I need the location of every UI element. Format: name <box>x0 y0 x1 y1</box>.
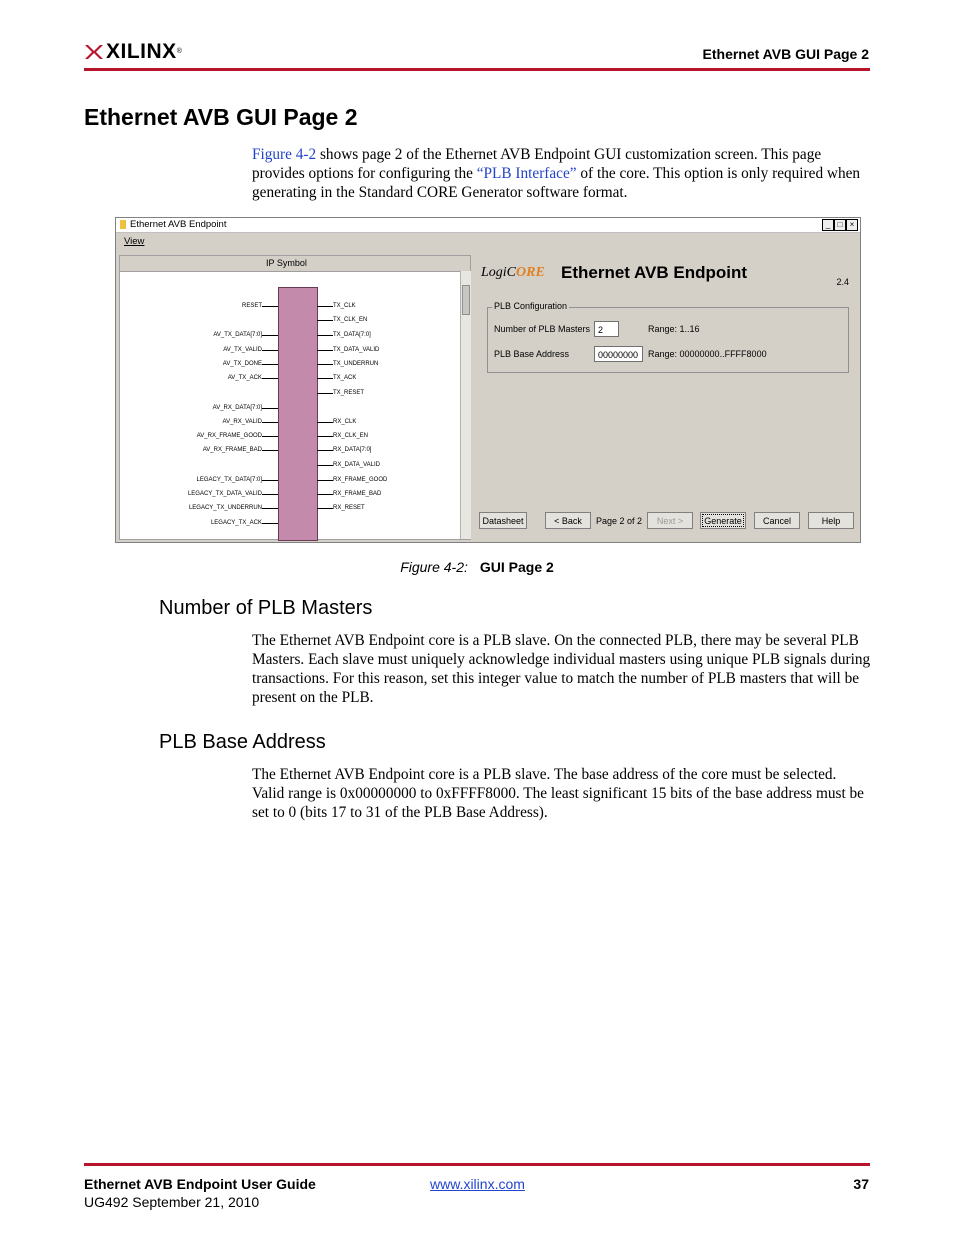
right-port-label: RX_DATA[7:0] <box>333 447 372 453</box>
figure-caption <box>0 559 954 575</box>
right-port-wire <box>317 450 333 451</box>
window-titlebar <box>116 218 860 233</box>
left-port-label: LEGACY_TX_UNDERRUN <box>188 505 262 511</box>
logicore-b: ORE <box>516 265 545 280</box>
window-icon <box>120 220 126 229</box>
window-title: Ethernet AVB Endpoint <box>130 219 227 230</box>
xilinx-logo <box>84 40 184 64</box>
ip-symbol-title: IP Symbol <box>266 258 307 268</box>
right-port-label: TX_CLK <box>333 303 356 309</box>
base-address-range: Range: 00000000..FFFF8000 <box>648 349 767 359</box>
left-port-label: AV_RX_DATA[7:0] <box>212 405 262 411</box>
help-button[interactable]: Help <box>808 512 854 529</box>
right-port-wire <box>317 350 333 351</box>
left-port-wire <box>262 350 278 351</box>
close-icon[interactable]: × <box>846 219 858 231</box>
left-port-label: RESET <box>241 303 262 309</box>
right-port-wire <box>317 320 333 321</box>
section-body-base-address: The Ethernet AVB Endpoint core is a PLB slave. The base address of the core must be selected. Valid range is 0x00000000 to 0xFFFF8000. The least significant 15 bits of the base address must be set to 0 (bits 17 to 31 of the PLB Base Address). <box>252 766 864 821</box>
left-port-wire <box>262 436 278 437</box>
symbol-scrollbar[interactable] <box>460 271 471 539</box>
ip-symbol-panel <box>119 255 471 540</box>
section-title-base-address: PLB Base Address <box>159 731 326 753</box>
menu-view[interactable]: View <box>124 236 145 247</box>
intro-paragraph <box>252 145 872 202</box>
header-rule <box>84 68 870 71</box>
figure-link[interactable]: Figure 4-2 <box>252 146 317 163</box>
intro-text-2: of the core. This option is only required when generating in the Standard CORE Generator software format. <box>252 165 861 201</box>
left-port-label: LEGACY_TX_DATA[7:0] <box>196 477 262 483</box>
logicore-a: LogiC <box>481 265 517 280</box>
caption-title: GUI Page 2 <box>479 559 554 575</box>
right-port-wire <box>317 508 333 509</box>
right-port-label: RX_DATA_VALID <box>333 462 381 468</box>
next-button[interactable]: Next > <box>647 512 693 529</box>
ip-symbol-header <box>120 256 470 272</box>
back-button[interactable]: < Back <box>545 512 591 529</box>
cancel-button[interactable]: Cancel <box>754 512 800 529</box>
footer-guide-title: Ethernet AVB Endpoint User Guide <box>84 1176 316 1192</box>
base-address-label: PLB Base Address <box>494 349 570 359</box>
logicore-logo <box>481 265 545 281</box>
left-port-wire <box>262 508 278 509</box>
left-port-wire <box>262 408 278 409</box>
left-port-label: LEGACY_TX_ACK <box>210 520 262 526</box>
right-port-wire <box>317 436 333 437</box>
left-port-wire <box>262 480 278 481</box>
right-port-wire <box>317 393 333 394</box>
left-port-label: AV_RX_FRAME_GOOD <box>196 433 262 439</box>
footer-rule <box>84 1163 870 1166</box>
page-heading: Ethernet AVB GUI Page 2 <box>84 104 358 130</box>
left-port-label: AV_TX_DATA[7:0] <box>213 332 262 338</box>
config-panel <box>481 255 859 538</box>
left-port-wire <box>262 422 278 423</box>
ip-block <box>278 287 318 541</box>
right-port-label: RX_FRAME_BAD <box>333 491 382 497</box>
left-port-label: LEGACY_TX_DATA_VALID <box>187 491 262 497</box>
right-port-wire <box>317 378 333 379</box>
right-port-wire <box>317 422 333 423</box>
product-title: Ethernet AVB Endpoint <box>561 263 748 282</box>
scroll-thumb[interactable] <box>462 285 470 315</box>
masters-range: Range: 1..16 <box>648 324 700 334</box>
masters-input[interactable]: 2 <box>594 321 619 337</box>
right-port-label: TX_UNDERRUN <box>333 361 379 367</box>
right-port-wire <box>317 480 333 481</box>
minimize-icon[interactable]: _ <box>822 219 834 231</box>
left-port-wire <box>262 378 278 379</box>
section-body-masters: The Ethernet AVB Endpoint core is a PLB slave. On the connected PLB, there may be several PLB Masters. Each slave must uniquely acknowledge individual masters using unique PLB signals during transactions. For this reason, set this integer value to match the number of PLB masters that will be present on the PLB. <box>252 632 871 706</box>
plb-config-group <box>487 301 849 373</box>
left-port-label: AV_RX_FRAME_BAD <box>202 447 262 453</box>
left-port-wire <box>262 364 278 365</box>
maximize-icon[interactable]: □ <box>834 219 846 231</box>
version-label: 2.4 <box>836 277 849 287</box>
left-port-wire <box>262 450 278 451</box>
right-port-label: RX_CLK_EN <box>333 433 369 439</box>
plb-interface-link[interactable]: “PLB Interface” <box>476 165 577 182</box>
base-address-input[interactable]: 00000000 <box>594 346 643 362</box>
xilinx-logo-icon <box>84 42 104 62</box>
running-header: Ethernet AVB GUI Page 2 <box>702 46 869 62</box>
footer-url-link[interactable]: www.xilinx.com <box>430 1176 525 1192</box>
left-port-wire <box>262 523 278 524</box>
caption-label: Figure 4-2: <box>400 559 468 575</box>
section-title-masters: Number of PLB Masters <box>159 597 373 619</box>
right-port-label: TX_ACK <box>333 375 357 381</box>
gui-screenshot <box>115 217 861 543</box>
right-port-wire <box>317 465 333 466</box>
group-label: PLB Configuration <box>494 301 568 311</box>
left-port-label: AV_TX_ACK <box>227 375 262 381</box>
intro-text-1: shows page 2 of the Ethernet AVB Endpoint GUI customization screen. This page provides options for configuring the <box>252 146 822 182</box>
generate-button[interactable]: Generate <box>700 512 746 529</box>
logo-text: XILINX <box>106 40 177 63</box>
menu-bar <box>116 233 860 249</box>
left-port-wire <box>262 494 278 495</box>
right-port-label: RX_CLK <box>333 419 357 425</box>
page-label: Page 2 of 2 <box>596 516 643 526</box>
left-port-wire <box>262 306 278 307</box>
left-port-label: AV_TX_DONE <box>222 361 262 367</box>
logo-mark: ® <box>176 48 183 55</box>
masters-label: Number of PLB Masters <box>494 324 591 334</box>
left-port-label: AV_TX_VALID <box>223 347 262 353</box>
right-port-label: RX_RESET <box>333 505 365 511</box>
right-port-label: TX_RESET <box>333 390 365 396</box>
right-port-wire <box>317 335 333 336</box>
datasheet-button[interactable]: Datasheet <box>479 512 527 529</box>
left-port-wire <box>262 335 278 336</box>
right-port-label: TX_DATA_VALID <box>333 347 380 353</box>
footer-doc-id: UG492 September 21, 2010 <box>84 1194 260 1210</box>
right-port-label: RX_FRAME_GOOD <box>333 477 388 483</box>
right-port-wire <box>317 306 333 307</box>
right-port-label: TX_CLK_EN <box>333 317 368 323</box>
footer-page-number: 37 <box>853 1176 869 1192</box>
right-port-wire <box>317 364 333 365</box>
right-port-wire <box>317 494 333 495</box>
right-port-label: TX_DATA[7:0] <box>333 332 371 338</box>
left-port-label: AV_RX_VALID <box>222 419 262 425</box>
